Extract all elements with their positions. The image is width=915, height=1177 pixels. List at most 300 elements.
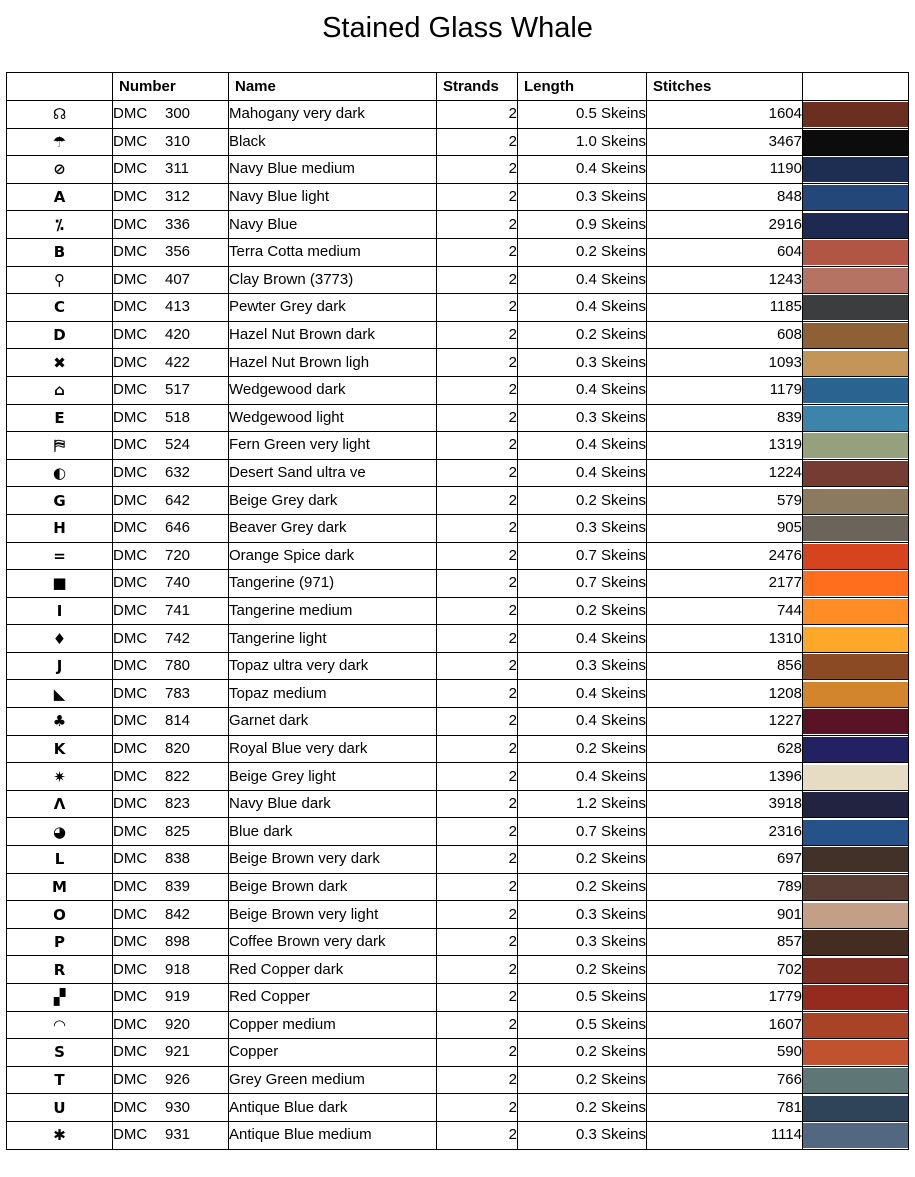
- brand-label: DMC: [113, 877, 148, 895]
- brand-label: DMC: [113, 1098, 148, 1116]
- color-cell: [803, 928, 909, 956]
- color-swatch: [803, 875, 908, 900]
- number-cell: [113, 818, 229, 846]
- strands-cell: 2: [437, 956, 518, 984]
- number-cell: [113, 1121, 229, 1149]
- color-swatch: [803, 1123, 908, 1148]
- color-swatch: [803, 820, 908, 845]
- name-cell: Hazel Nut Brown dark: [229, 321, 437, 349]
- stitches-cell: 2316: [647, 818, 803, 846]
- color-swatch: [803, 737, 908, 762]
- floss-number: 820: [165, 739, 191, 757]
- floss-number: 780: [165, 657, 191, 675]
- name-cell: Pewter Grey dark: [229, 294, 437, 322]
- brand-label: DMC: [113, 546, 148, 564]
- strands-cell: 2: [437, 266, 518, 294]
- stitches-cell: 1227: [647, 708, 803, 736]
- length-cell: 0.4 Skeins: [518, 156, 647, 184]
- color-cell: [803, 321, 909, 349]
- strands-cell: 2: [437, 984, 518, 1012]
- name-cell: Grey Green medium: [229, 1066, 437, 1094]
- brand-label: DMC: [113, 795, 148, 813]
- name-cell: Red Copper: [229, 984, 437, 1012]
- symbol-cell: ◠: [7, 1011, 113, 1039]
- brand-label: DMC: [113, 574, 148, 592]
- symbol-cell: ♦: [7, 625, 113, 653]
- color-swatch: [803, 489, 908, 514]
- stitches-cell: 604: [647, 238, 803, 266]
- symbol-cell: ✱: [7, 1121, 113, 1149]
- color-swatch: [803, 682, 908, 707]
- color-cell: [803, 984, 909, 1012]
- strands-cell: 2: [437, 156, 518, 184]
- color-cell: [803, 597, 909, 625]
- floss-number: 742: [165, 629, 191, 647]
- length-cell: 0.4 Skeins: [518, 266, 647, 294]
- stitches-cell: 781: [647, 1094, 803, 1122]
- number-cell: [113, 1066, 229, 1094]
- color-cell: [803, 156, 909, 184]
- table-row: [7, 156, 909, 184]
- stitches-cell: 1190: [647, 156, 803, 184]
- floss-number: 930: [165, 1098, 191, 1116]
- brand-label: DMC: [113, 464, 148, 482]
- length-cell: 0.2 Skeins: [518, 846, 647, 874]
- brand-label: DMC: [113, 519, 148, 537]
- number-cell: [113, 625, 229, 653]
- brand-label: DMC: [113, 739, 148, 757]
- symbol-cell: =: [7, 542, 113, 570]
- brand-label: DMC: [113, 767, 148, 785]
- floss-number: 310: [165, 132, 191, 150]
- color-cell: [803, 432, 909, 460]
- brand-label: DMC: [113, 822, 148, 840]
- number-cell: [113, 735, 229, 763]
- stitches-cell: 1243: [647, 266, 803, 294]
- strands-cell: 2: [437, 542, 518, 570]
- length-cell: 0.3 Skeins: [518, 349, 647, 377]
- color-swatch: [803, 627, 908, 652]
- header-length: Length: [518, 73, 647, 101]
- length-cell: 0.2 Skeins: [518, 735, 647, 763]
- color-swatch: [803, 378, 908, 403]
- number-cell: [113, 211, 229, 239]
- length-cell: 0.4 Skeins: [518, 376, 647, 404]
- stitches-cell: 905: [647, 514, 803, 542]
- stitches-cell: 3918: [647, 790, 803, 818]
- name-cell: Beige Grey dark: [229, 487, 437, 515]
- name-cell: Wedgewood dark: [229, 376, 437, 404]
- name-cell: Tangerine medium: [229, 597, 437, 625]
- name-cell: Navy Blue dark: [229, 790, 437, 818]
- brand-label: DMC: [113, 988, 148, 1006]
- color-cell: [803, 238, 909, 266]
- floss-number: 720: [165, 546, 191, 564]
- length-cell: 1.0 Skeins: [518, 128, 647, 156]
- strands-cell: 2: [437, 432, 518, 460]
- symbol-cell: J: [7, 652, 113, 680]
- number-cell: [113, 514, 229, 542]
- color-cell: [803, 459, 909, 487]
- name-cell: Terra Cotta medium: [229, 238, 437, 266]
- symbol-cell: S: [7, 1039, 113, 1067]
- length-cell: 0.7 Skeins: [518, 818, 647, 846]
- name-cell: Desert Sand ultra ve: [229, 459, 437, 487]
- strands-cell: 2: [437, 763, 518, 791]
- table-row: [7, 873, 909, 901]
- table-row: [7, 570, 909, 598]
- color-cell: [803, 514, 909, 542]
- floss-number: 642: [165, 491, 191, 509]
- floss-number: 814: [165, 712, 191, 730]
- symbol-cell: R: [7, 956, 113, 984]
- table-body: [7, 101, 909, 1150]
- header-symbol: [7, 73, 113, 101]
- header-strands: Strands: [437, 73, 518, 101]
- number-cell: [113, 790, 229, 818]
- symbol-cell: U: [7, 1094, 113, 1122]
- strands-cell: 2: [437, 901, 518, 929]
- number-cell: [113, 652, 229, 680]
- table-row: [7, 321, 909, 349]
- brand-label: DMC: [113, 436, 148, 454]
- stitches-cell: 628: [647, 735, 803, 763]
- floss-number: 420: [165, 326, 191, 344]
- stitches-cell: 2476: [647, 542, 803, 570]
- color-swatch: [803, 792, 908, 817]
- header-color: [803, 73, 909, 101]
- table-row: [7, 597, 909, 625]
- number-cell: [113, 156, 229, 184]
- floss-number: 921: [165, 1043, 191, 1061]
- table-row: [7, 901, 909, 929]
- strands-cell: 2: [437, 873, 518, 901]
- header-name: Name: [229, 73, 437, 101]
- name-cell: Antique Blue medium: [229, 1121, 437, 1149]
- color-cell: [803, 1011, 909, 1039]
- symbol-cell: ☊: [7, 101, 113, 129]
- brand-label: DMC: [113, 1071, 148, 1089]
- table-row: [7, 928, 909, 956]
- name-cell: Navy Blue light: [229, 183, 437, 211]
- floss-number: 518: [165, 408, 191, 426]
- strands-cell: 2: [437, 238, 518, 266]
- number-cell: [113, 376, 229, 404]
- name-cell: Beige Brown very dark: [229, 846, 437, 874]
- length-cell: 0.4 Skeins: [518, 680, 647, 708]
- brand-label: DMC: [113, 1126, 148, 1144]
- symbol-cell: O: [7, 901, 113, 929]
- color-swatch: [803, 1013, 908, 1038]
- number-cell: [113, 928, 229, 956]
- length-cell: 0.2 Skeins: [518, 487, 647, 515]
- strands-cell: 2: [437, 294, 518, 322]
- symbol-cell: ⁒: [7, 211, 113, 239]
- name-cell: Beige Brown very light: [229, 901, 437, 929]
- color-cell: [803, 211, 909, 239]
- color-cell: [803, 183, 909, 211]
- color-cell: [803, 487, 909, 515]
- table-row: [7, 735, 909, 763]
- table-row: [7, 1011, 909, 1039]
- length-cell: 0.3 Skeins: [518, 652, 647, 680]
- name-cell: Coffee Brown very dark: [229, 928, 437, 956]
- length-cell: 0.4 Skeins: [518, 708, 647, 736]
- strands-cell: 2: [437, 625, 518, 653]
- color-cell: [803, 846, 909, 874]
- number-cell: [113, 128, 229, 156]
- number-cell: [113, 487, 229, 515]
- floss-number: 926: [165, 1071, 191, 1089]
- color-swatch: [803, 847, 908, 872]
- number-cell: [113, 1039, 229, 1067]
- brand-label: DMC: [113, 601, 148, 619]
- number-cell: [113, 984, 229, 1012]
- symbol-cell: ▞: [7, 984, 113, 1012]
- table-row: [7, 404, 909, 432]
- symbol-cell: M: [7, 873, 113, 901]
- length-cell: 0.2 Skeins: [518, 873, 647, 901]
- brand-label: DMC: [113, 353, 148, 371]
- number-cell: [113, 763, 229, 791]
- strands-cell: 2: [437, 1121, 518, 1149]
- symbol-cell: ⊘: [7, 156, 113, 184]
- stitches-cell: 848: [647, 183, 803, 211]
- color-swatch: [803, 1068, 908, 1093]
- length-cell: 0.2 Skeins: [518, 1066, 647, 1094]
- color-swatch: [803, 295, 908, 320]
- length-cell: 0.4 Skeins: [518, 459, 647, 487]
- name-cell: Topaz medium: [229, 680, 437, 708]
- length-cell: 0.3 Skeins: [518, 514, 647, 542]
- color-swatch: [803, 709, 908, 734]
- floss-number: 918: [165, 960, 191, 978]
- floss-number: 311: [165, 160, 189, 178]
- symbol-cell: L: [7, 846, 113, 874]
- strands-cell: 2: [437, 790, 518, 818]
- color-swatch: [803, 930, 908, 955]
- length-cell: 1.2 Skeins: [518, 790, 647, 818]
- stitches-cell: 856: [647, 652, 803, 680]
- color-cell: [803, 376, 909, 404]
- color-swatch: [803, 903, 908, 928]
- stitches-cell: 2177: [647, 570, 803, 598]
- number-cell: [113, 1094, 229, 1122]
- name-cell: Clay Brown (3773): [229, 266, 437, 294]
- strands-cell: 2: [437, 846, 518, 874]
- brand-label: DMC: [113, 298, 148, 316]
- color-cell: [803, 818, 909, 846]
- brand-label: DMC: [113, 960, 148, 978]
- brand-label: DMC: [113, 1043, 148, 1061]
- color-swatch: [803, 157, 908, 182]
- name-cell: Mahogany very dark: [229, 101, 437, 129]
- symbol-cell: K: [7, 735, 113, 763]
- table-row: [7, 818, 909, 846]
- table-row: [7, 294, 909, 322]
- name-cell: Beige Brown dark: [229, 873, 437, 901]
- number-cell: [113, 708, 229, 736]
- name-cell: Tangerine (971): [229, 570, 437, 598]
- name-cell: Navy Blue: [229, 211, 437, 239]
- table-row: [7, 128, 909, 156]
- length-cell: 0.2 Skeins: [518, 321, 647, 349]
- number-cell: [113, 680, 229, 708]
- name-cell: Red Copper dark: [229, 956, 437, 984]
- table-row: [7, 984, 909, 1012]
- strands-cell: 2: [437, 321, 518, 349]
- table-row: [7, 846, 909, 874]
- table-row: [7, 183, 909, 211]
- number-cell: [113, 459, 229, 487]
- color-cell: [803, 101, 909, 129]
- strands-cell: 2: [437, 211, 518, 239]
- number-cell: [113, 349, 229, 377]
- name-cell: Copper: [229, 1039, 437, 1067]
- brand-label: DMC: [113, 491, 148, 509]
- table-row: [7, 652, 909, 680]
- number-cell: [113, 570, 229, 598]
- stitches-cell: 1319: [647, 432, 803, 460]
- symbol-cell: P: [7, 928, 113, 956]
- color-cell: [803, 873, 909, 901]
- name-cell: Orange Spice dark: [229, 542, 437, 570]
- name-cell: Copper medium: [229, 1011, 437, 1039]
- strands-cell: 2: [437, 680, 518, 708]
- color-swatch: [803, 599, 908, 624]
- name-cell: Fern Green very light: [229, 432, 437, 460]
- brand-label: DMC: [113, 270, 148, 288]
- table-row: [7, 542, 909, 570]
- symbol-cell: C: [7, 294, 113, 322]
- table-row: [7, 790, 909, 818]
- stitches-cell: 1185: [647, 294, 803, 322]
- floss-number: 920: [165, 1015, 191, 1033]
- color-cell: [803, 570, 909, 598]
- length-cell: 0.5 Skeins: [518, 101, 647, 129]
- number-cell: [113, 846, 229, 874]
- color-swatch: [803, 323, 908, 348]
- color-cell: [803, 790, 909, 818]
- stitches-cell: 702: [647, 956, 803, 984]
- table-row: [7, 708, 909, 736]
- length-cell: 0.2 Skeins: [518, 1094, 647, 1122]
- table-row: [7, 211, 909, 239]
- brand-label: DMC: [113, 326, 148, 344]
- color-swatch: [803, 765, 908, 790]
- number-cell: [113, 873, 229, 901]
- number-cell: [113, 321, 229, 349]
- symbol-cell: I: [7, 597, 113, 625]
- color-swatch: [803, 213, 908, 238]
- floss-number: 741: [165, 601, 191, 619]
- color-cell: [803, 1121, 909, 1149]
- length-cell: 0.5 Skeins: [518, 1011, 647, 1039]
- table-row: [7, 514, 909, 542]
- brand-label: DMC: [113, 933, 148, 951]
- color-swatch: [803, 433, 908, 458]
- color-cell: [803, 735, 909, 763]
- color-cell: [803, 294, 909, 322]
- brand-label: DMC: [113, 850, 148, 868]
- floss-number: 838: [165, 850, 191, 868]
- table-row: [7, 101, 909, 129]
- name-cell: Garnet dark: [229, 708, 437, 736]
- color-cell: [803, 901, 909, 929]
- symbol-cell: B: [7, 238, 113, 266]
- length-cell: 0.7 Skeins: [518, 542, 647, 570]
- color-cell: [803, 128, 909, 156]
- table-row: [7, 680, 909, 708]
- length-cell: 0.3 Skeins: [518, 183, 647, 211]
- symbol-cell: ⚲: [7, 266, 113, 294]
- number-cell: [113, 183, 229, 211]
- brand-label: DMC: [113, 188, 148, 206]
- symbol-cell: ✖: [7, 349, 113, 377]
- table-row: [7, 376, 909, 404]
- floss-number: 839: [165, 877, 191, 895]
- floss-number: 517: [165, 381, 191, 399]
- strands-cell: 2: [437, 818, 518, 846]
- name-cell: Beaver Grey dark: [229, 514, 437, 542]
- color-cell: [803, 625, 909, 653]
- symbol-cell: T: [7, 1066, 113, 1094]
- color-cell: [803, 1094, 909, 1122]
- page-title: Stained Glass Whale: [322, 12, 593, 44]
- strands-cell: 2: [437, 1094, 518, 1122]
- number-cell: [113, 266, 229, 294]
- symbol-cell: ⌂: [7, 376, 113, 404]
- floss-number: 919: [165, 988, 191, 1006]
- strands-cell: 2: [437, 1039, 518, 1067]
- brand-label: DMC: [113, 105, 148, 123]
- color-swatch: [803, 461, 908, 486]
- strands-cell: 2: [437, 376, 518, 404]
- symbol-cell: H: [7, 514, 113, 542]
- strands-cell: 2: [437, 487, 518, 515]
- symbol-cell: E: [7, 404, 113, 432]
- name-cell: Wedgewood light: [229, 404, 437, 432]
- table-row: [7, 1039, 909, 1067]
- stitches-cell: 1607: [647, 1011, 803, 1039]
- table-row: [7, 238, 909, 266]
- symbol-cell: ☂: [7, 128, 113, 156]
- color-cell: [803, 763, 909, 791]
- name-cell: Tangerine light: [229, 625, 437, 653]
- color-swatch: [803, 130, 908, 155]
- table-row: [7, 1121, 909, 1149]
- strands-cell: 2: [437, 1011, 518, 1039]
- stitches-cell: 608: [647, 321, 803, 349]
- color-cell: [803, 542, 909, 570]
- symbol-cell: Λ: [7, 790, 113, 818]
- floss-number: 823: [165, 795, 191, 813]
- name-cell: Topaz ultra very dark: [229, 652, 437, 680]
- color-swatch: [803, 654, 908, 679]
- color-cell: [803, 652, 909, 680]
- brand-label: DMC: [113, 215, 148, 233]
- strands-cell: 2: [437, 597, 518, 625]
- brand-label: DMC: [113, 905, 148, 923]
- table-row: [7, 349, 909, 377]
- stitches-cell: 857: [647, 928, 803, 956]
- color-swatch: [803, 351, 908, 376]
- table-row: [7, 956, 909, 984]
- floss-legend-table: [6, 72, 909, 1150]
- symbol-cell: G: [7, 487, 113, 515]
- number-cell: [113, 1011, 229, 1039]
- strands-cell: 2: [437, 928, 518, 956]
